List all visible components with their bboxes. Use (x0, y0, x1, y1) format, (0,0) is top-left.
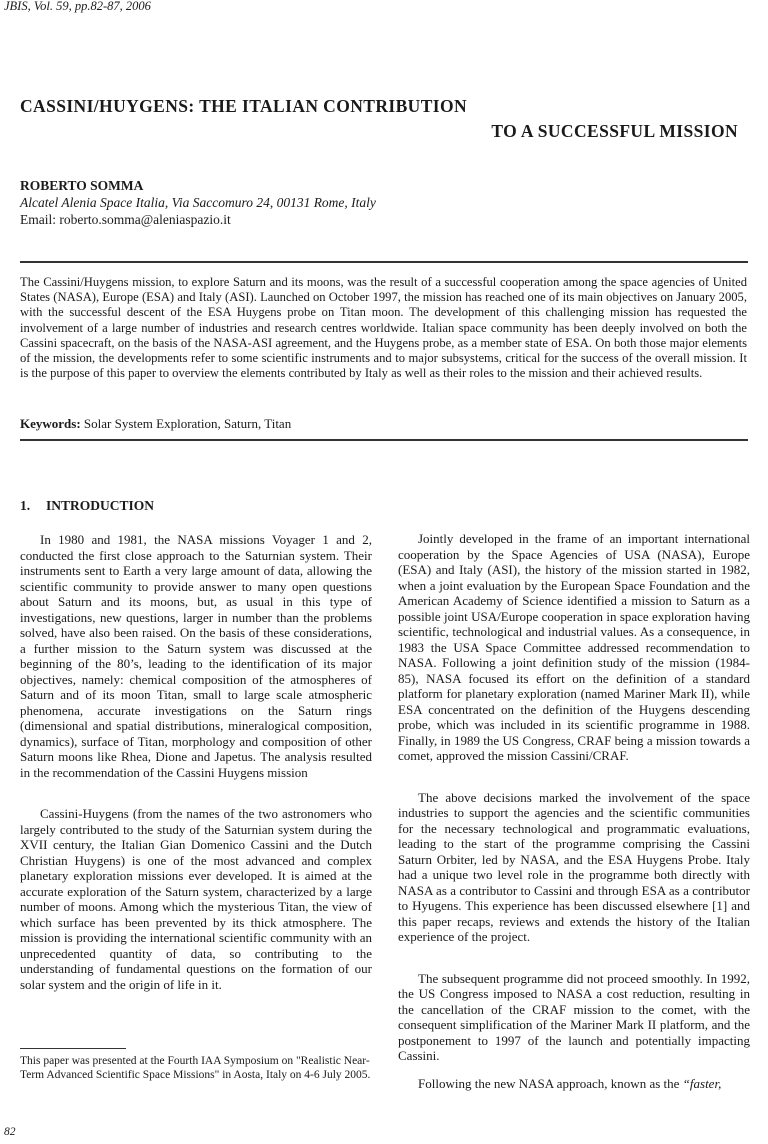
author-affiliation: Alcatel Alenia Space Italia, Via Saccomuro 24, 00131 Rome, Italy (20, 195, 376, 210)
abstract-text: The Cassini/Huygens mission, to explore Saturn and its moons, was the result of a successful cooperation among the space agencies of United States (NASA), Europe (ESA) and Italy (ASI). Launched on October 1997, the mission has reached one of its main objectives on January 2005, with the successful descent of the ESA Huygens probe on Titan moon. The development of this challenging mission has requested the involvement of a large number of industries and research centres worldwide. Italian space community has been deeply involved on both the Cassini spacecraft, on the basis of the NASA-ASI agreement, and the Huygens probe, as a member state of ESA. On both those major elements of the mission, the developments refer to some scientific instruments and to major subsystems, critical for the success of the overall mission. It is the purpose of this paper to overview the elements contributed by Italy as well as their roles to the mission and their achieved results. (20, 275, 747, 381)
footnote-rule (20, 1048, 126, 1049)
abstract-bottom-rule (20, 439, 748, 441)
right-paragraph-1: Jointly developed in the frame of an important international cooperation by the Space Agencies of USA (NASA), Europe (ESA) and Italy (ASI), the history of the mission started in 1982, when a joint evaluation by the European Space Foundation and the American Academy of Science identified a mission to Saturn as a possible joint USA/Europe cooperation in space exploration having scientific, technological and industrial values. As a consequence, in 1983 the USA Space Committee addressed recommendation to NASA. Following a joint definition study of the mission (1984-85), NASA focused its effort on the definition of a standard platform for planetary exploration (named Mariner Mark II), while ESA concentrated on the definition of the Huygens descending probe, which was included in its scientific programme in 1988. Finally, in 1989 the US Congress, CRAF being a mission towards a comet, approved the mission Cassini/CRAF. (398, 531, 750, 763)
page-number: 82 (4, 1126, 16, 1138)
author-name: ROBERTO SOMMA (20, 178, 144, 193)
section-number: 1. (20, 498, 31, 513)
right-paragraph-4-text: Following the new NASA approach, known as the (418, 1075, 683, 1091)
right-paragraph-4 (398, 1076, 750, 1092)
paper-title-line-2: TO A SUCCESSFUL MISSION (491, 121, 738, 141)
right-column (398, 531, 750, 1091)
abstract-top-rule (20, 261, 748, 263)
journal-reference: JBIS, Vol. 59, pp.82-87, 2006 (4, 0, 151, 13)
right-paragraph-2: The above decisions marked the involvement of the space industries to support the agencies and the scientific communities for the necessary technological and programmatic evaluations, leading to the start of the programme comprising the Cassini Saturn Orbiter, led by NASA, and the ESA Huygens Probe. Italy had a unique two level role in the programme both directly with NASA as a contributor to Cassini and through ESA as a contributor to Hyugens. This experience has been discussed elsewhere [1] and this paper recaps, reviews and extends the history of the Italian experience of the project. (398, 789, 750, 944)
keywords-value: Solar System Exploration, Saturn, Titan (83, 416, 292, 431)
paper-title-line-1: CASSINI/HUYGENS: THE ITALIAN CONTRIBUTION (20, 96, 468, 116)
left-paragraph-1: In 1980 and 1981, the NASA missions Voyager 1 and 2, conducted the first close approach to the Saturnian system. Their instruments sent to Earth a very large amount of data, allowing the scientific community to provide answer to many open questions about Saturn and its moons, but, as usual in this type of investigations, new questions, larger in number than the problems solved, have also been raised. On the basis of these considerations, a further mission to the Saturn system was discussed at the beginning of the 80’s, leading to the identification of its major objectives, namely: chemical composition of the atmospheres of Saturn and of its moon Titan, small to large scale atmospheric phenomena, accurate investigations on the Saturn rings (dimensional and spatial distributions, mineralogical composition, dynamics), surface of Titan, morphology and composition of other Saturn moons like Rhea, Dione and Japetus. The analysis resulted in the recommendation of the Cassini Huygens mission (20, 532, 372, 780)
left-paragraph-2: Cassini-Huygens (from the names of the two astronomers who largely contributed to the study of the Saturnian system during the XVII century, the Italian Gian Domenico Cassini and the Dutch Christian Huygens) is one of the most advanced and complex planetary exploration missions ever developed. It is aimed at the accurate exploration of the Saturn system, characterized by a large number of moons. Among which the mysterious Titan, the view of which surface has been prevented by its thick atmosphere. The mission is providing the international scientific community with an unprecedented quantity of data, so contributing to the understanding of fundamental questions on the formation of our solar system and the origin of life in it. (20, 806, 372, 992)
right-paragraph-3: The subsequent programme did not proceed smoothly. In 1992, the US Congress imposed to NASA a cost reduction, resulting in the cancellation of the CRAF mission to the comet, with the consequent simplification of the Mariner Mark II platform, and the postponement to 1997 of the launch and potentially impacting Cassini. (398, 970, 750, 1063)
right-paragraph-4-italic: “faster, (682, 1075, 722, 1091)
section-title: INTRODUCTION (46, 498, 155, 513)
footnote: This paper was presented at the Fourth IAA Symposium on "Realistic Near-Term Advanced Scientific Space Missions" in Aosta, Italy on 4-6 July 2005. (20, 1055, 371, 1081)
keywords-label: Keywords: (20, 416, 81, 431)
left-column (20, 532, 372, 992)
section-heading (20, 498, 154, 514)
keywords (20, 416, 291, 432)
author-email: Email: roberto.somma@aleniaspazio.it (20, 212, 231, 227)
